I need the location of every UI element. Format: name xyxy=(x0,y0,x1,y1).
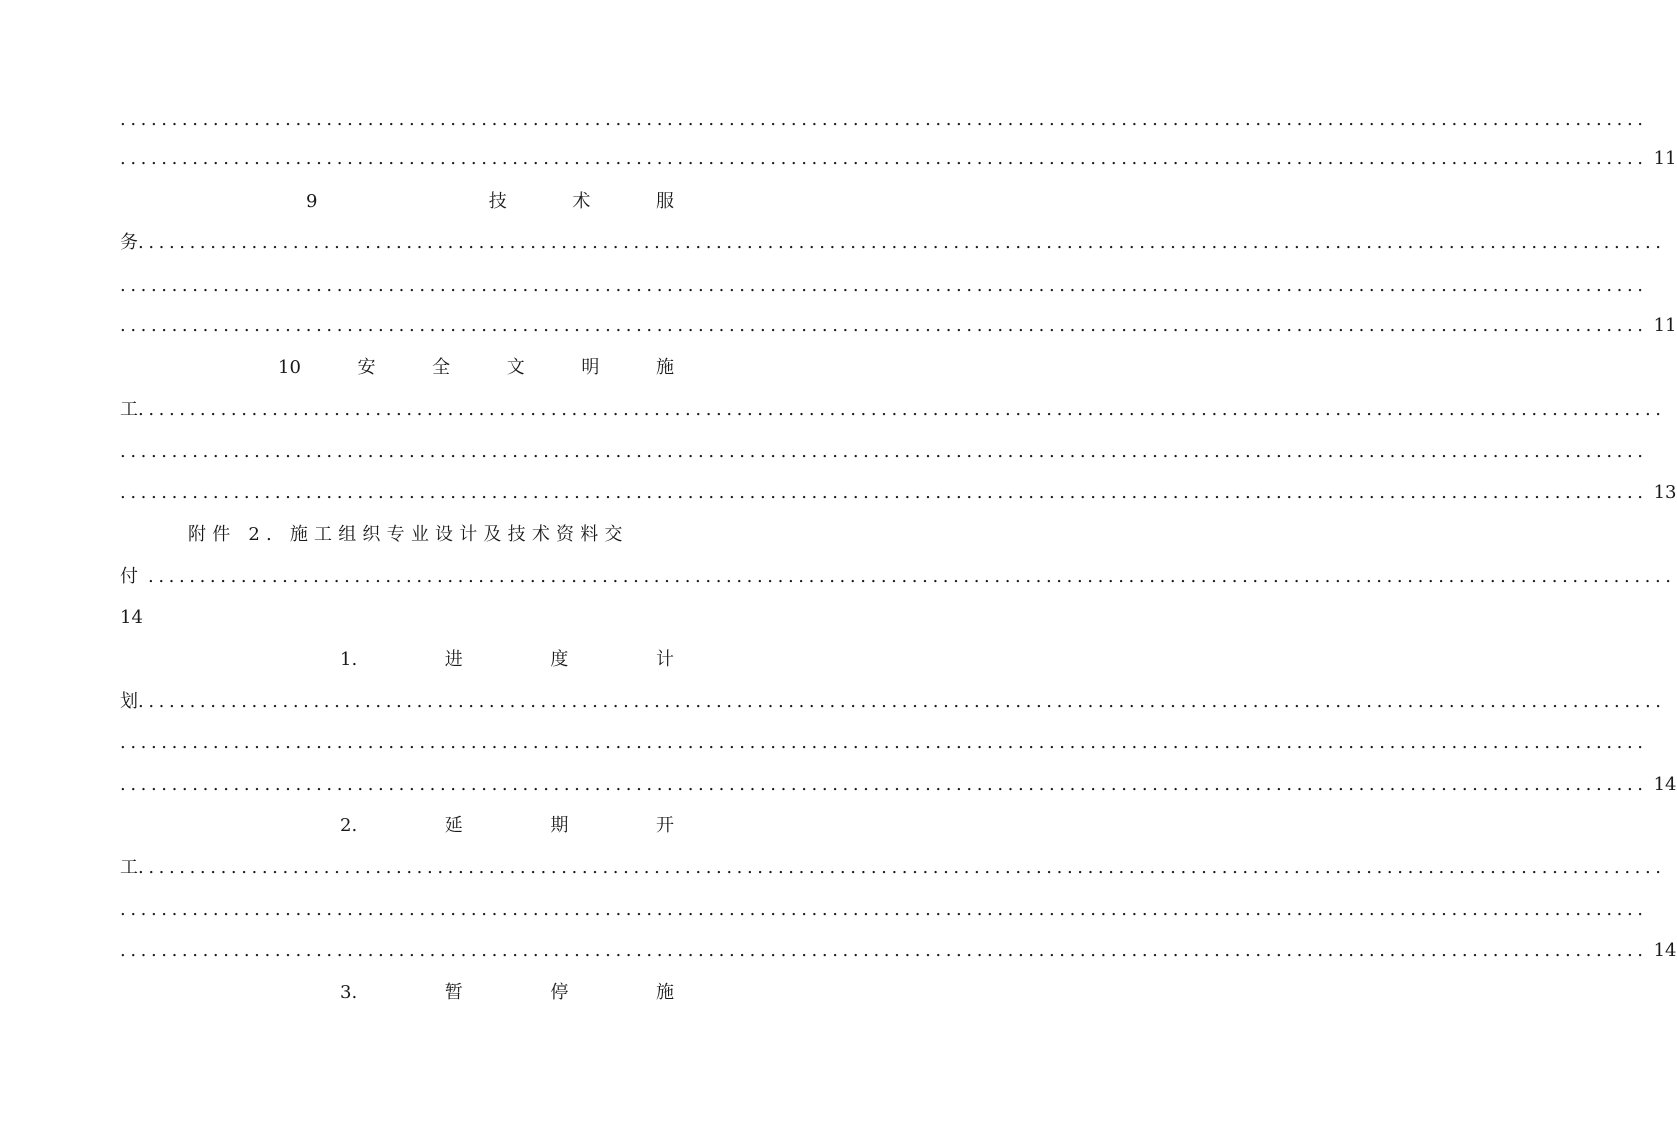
page-number: 14 xyxy=(1653,940,1677,961)
entry-word: 度 xyxy=(550,649,569,670)
entry-word: 服 xyxy=(655,191,674,212)
entry-word: 术 xyxy=(572,191,591,212)
appendix-tail: 付 xyxy=(120,566,138,587)
entry-word: 工 xyxy=(120,399,138,420)
toc-entry-10-heading xyxy=(278,354,674,382)
entry-word: 暂 xyxy=(444,982,463,1003)
entry-word: 停 xyxy=(550,982,569,1003)
entry-word: 技 xyxy=(488,191,507,212)
entry-number: 10 xyxy=(278,357,301,378)
toc-entry-tail xyxy=(120,145,1677,173)
entry-word: 延 xyxy=(444,815,463,836)
entry-word: 施 xyxy=(655,982,674,1003)
page-number: 11 xyxy=(1653,315,1677,336)
entry-number: 2. xyxy=(340,815,358,836)
entry-number: 1. xyxy=(340,649,358,670)
dot-leader-line: .................................................................................................................................................... xyxy=(120,275,1648,296)
entry-word: 进 xyxy=(444,649,463,670)
dot-leader-line: .................................................................................................................................................... xyxy=(120,441,1648,462)
appendix-title: 附件 2. 施工组织专业设计及技术资料交 xyxy=(188,524,629,545)
toc-entry-10-leader xyxy=(120,396,1666,424)
toc-entry-9-page xyxy=(120,312,1677,340)
dot-leader: .................................................................................................................................................... xyxy=(120,482,1648,503)
dot-leader-line: .................................................................................................................................................... xyxy=(120,899,1648,920)
toc-subentry-1-leader xyxy=(120,688,1666,716)
entry-word: 全 xyxy=(432,357,451,378)
entry-word: 期 xyxy=(550,815,569,836)
toc-subentry-1-page xyxy=(120,771,1677,799)
page-number: 13 xyxy=(1653,482,1677,503)
entry-word: 开 xyxy=(655,815,674,836)
entry-word: 工 xyxy=(120,857,138,878)
entry-word: 施 xyxy=(655,357,674,378)
toc-entry-9-heading xyxy=(306,188,674,216)
page-number: 14 xyxy=(120,607,143,628)
entry-number: 9 xyxy=(306,191,318,212)
dot-leader: .................................................................................................................................................... xyxy=(120,940,1648,961)
dot-leader: .................................................................................................................................................... xyxy=(138,232,1666,253)
entry-word: 文 xyxy=(506,357,525,378)
page-number: 11 xyxy=(1653,148,1677,169)
toc-subentry-2-leader xyxy=(120,854,1666,882)
entry-word: 明 xyxy=(581,357,600,378)
dot-leader: .................................................................................................................................................... xyxy=(120,148,1648,169)
entry-word: 划 xyxy=(120,691,138,712)
page-number: 14 xyxy=(1653,774,1677,795)
toc-subentry-3-heading xyxy=(340,979,674,1007)
dot-leader: .................................................................................................................................................... xyxy=(120,315,1648,336)
dot-leader: .................................................................................................................................................... xyxy=(148,566,1676,587)
toc-entry-10-page xyxy=(120,479,1677,507)
toc-subentry-2-page xyxy=(120,937,1677,965)
dot-leader-line: .................................................................................................................................................... xyxy=(120,732,1648,753)
dot-leader: .................................................................................................................................................... xyxy=(138,399,1666,420)
entry-word: 务 xyxy=(120,232,138,253)
dot-leader: .................................................................................................................................................... xyxy=(138,857,1666,878)
dot-leader: .................................................................................................................................................... xyxy=(138,691,1666,712)
entry-number: 3. xyxy=(340,982,358,1003)
entry-word: 计 xyxy=(655,649,674,670)
toc-entry-9-leader xyxy=(120,229,1666,257)
toc-subentry-1-heading xyxy=(340,646,674,674)
appendix-leader xyxy=(120,563,1676,591)
dot-leader-line: .................................................................................................................................................... xyxy=(120,109,1648,130)
entry-word: 安 xyxy=(357,357,376,378)
toc-subentry-2-heading xyxy=(340,812,674,840)
dot-leader: .................................................................................................................................................... xyxy=(120,774,1648,795)
